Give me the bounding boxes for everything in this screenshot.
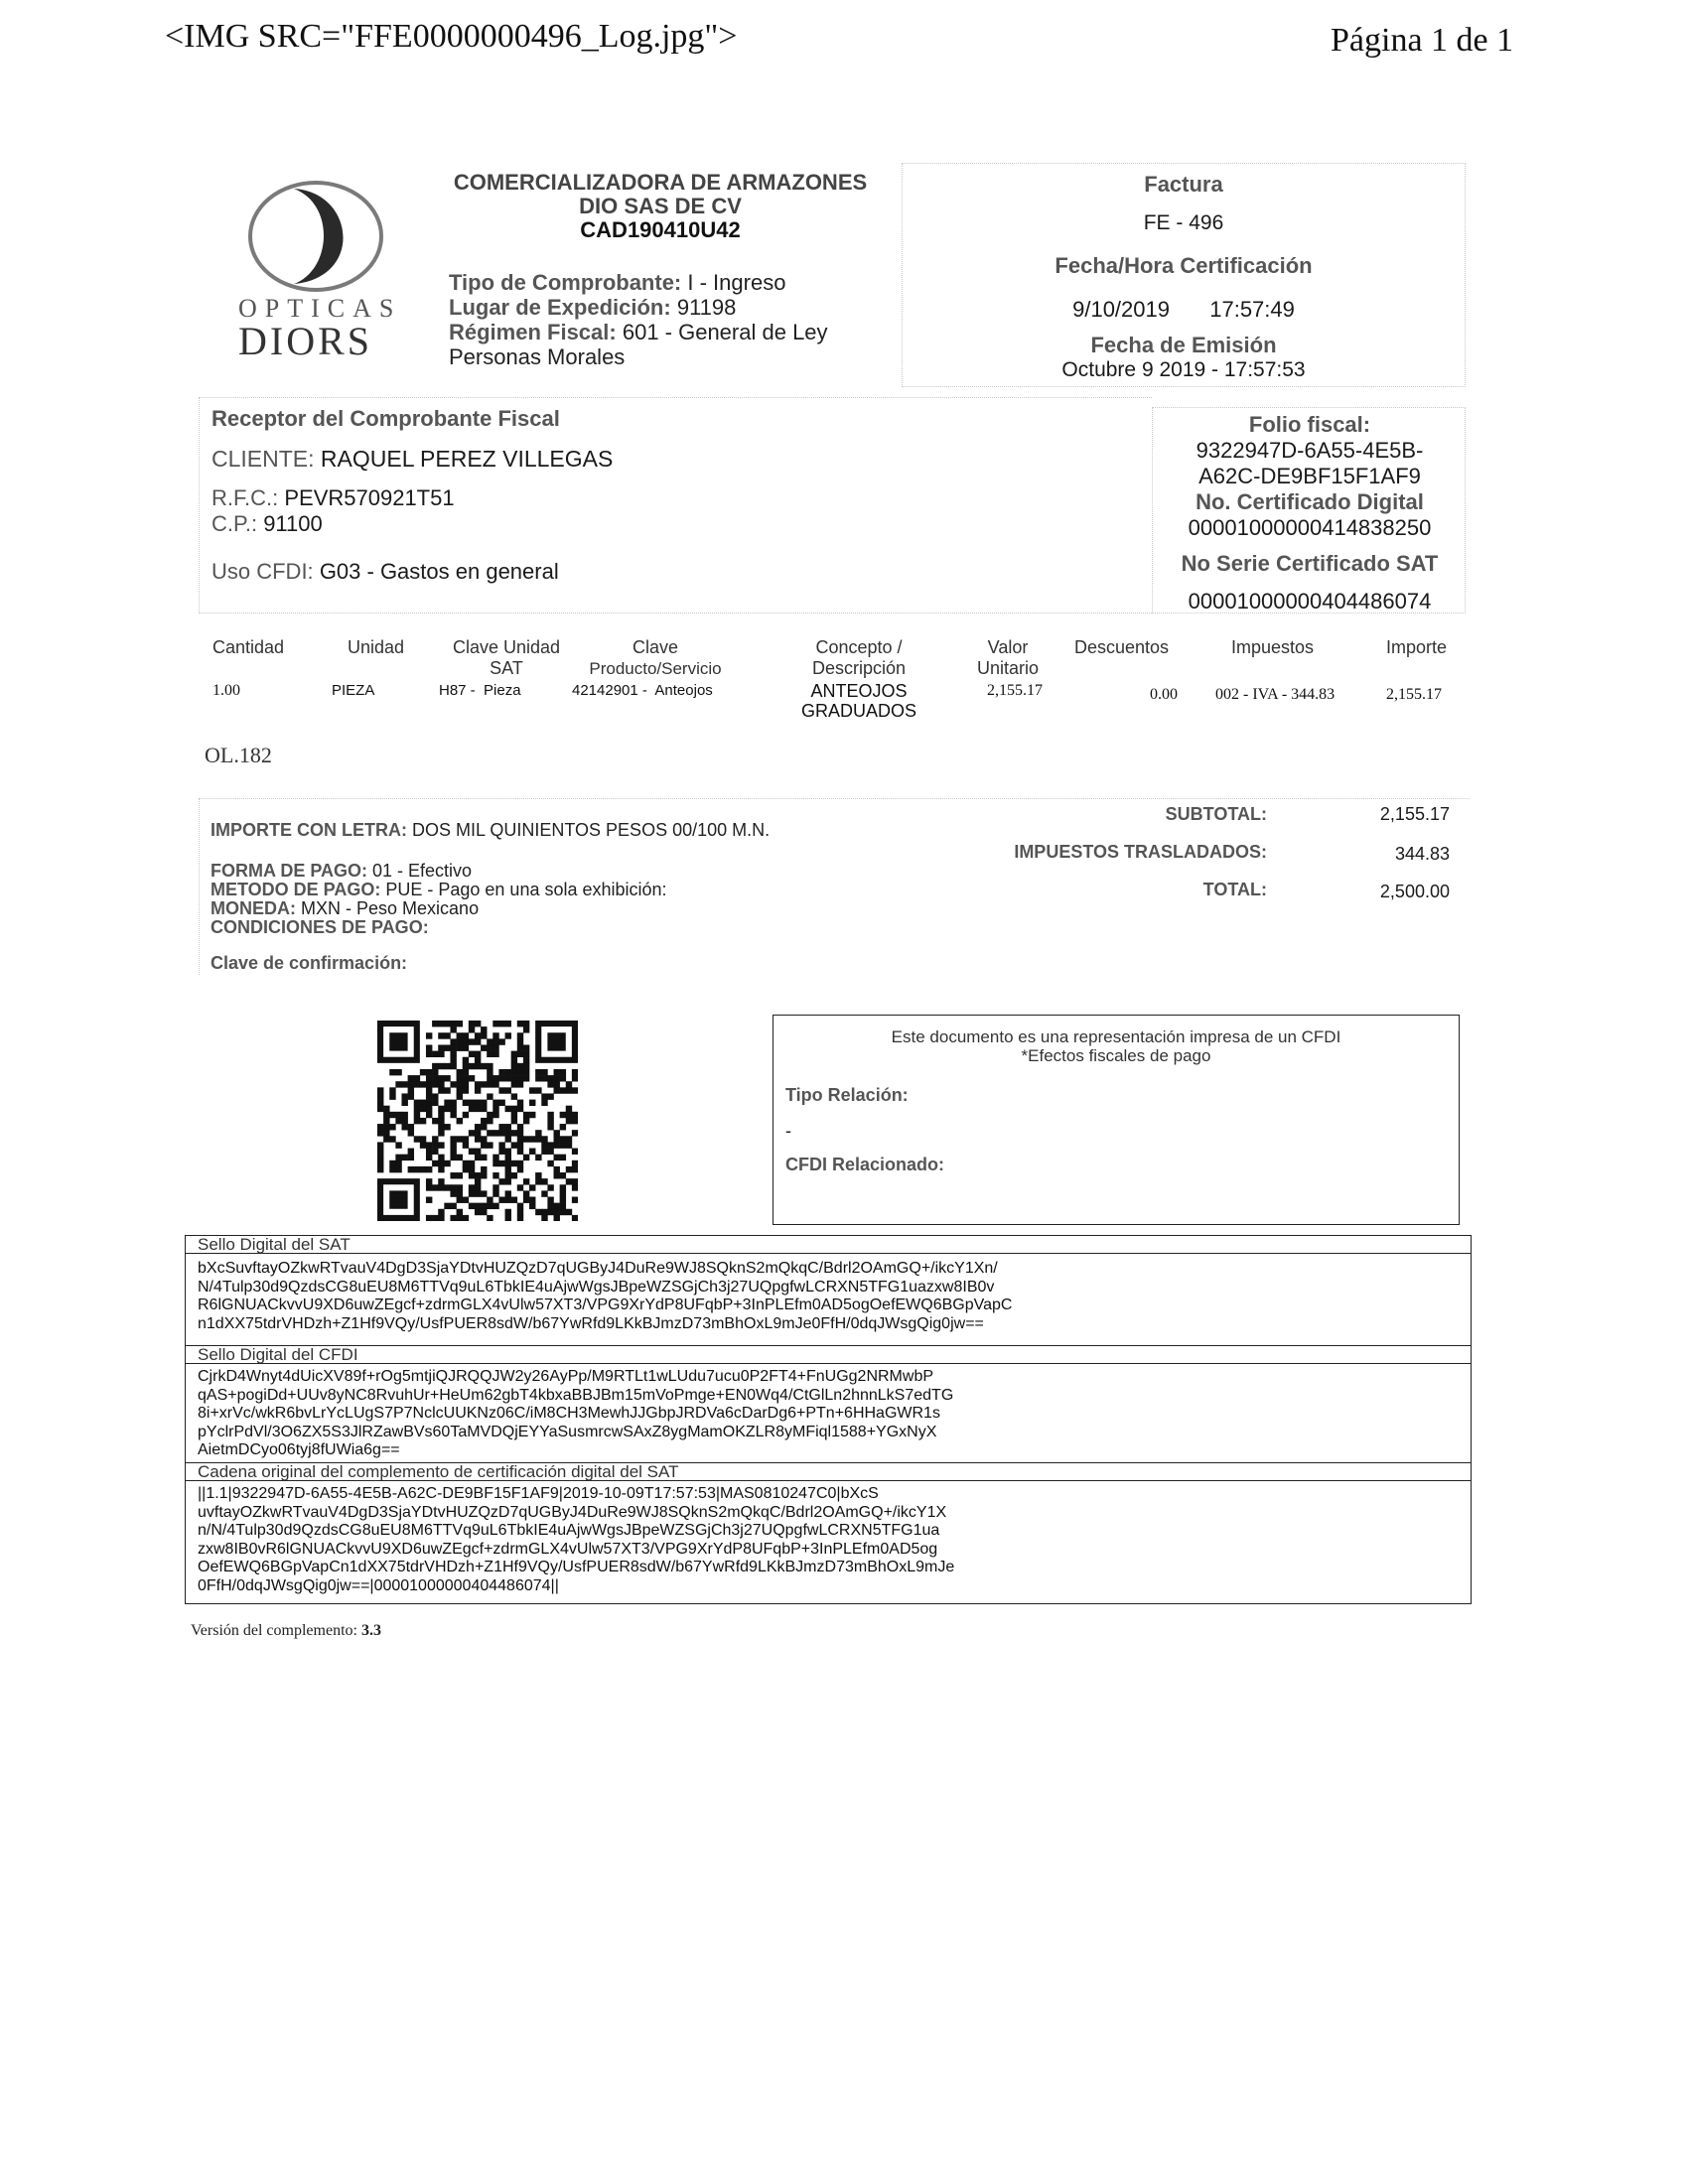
cell-clave-unidad: H87 - Pieza	[439, 682, 521, 699]
cadena-original-box	[185, 1463, 1472, 1604]
importe-letra	[211, 820, 770, 841]
receptor-cp	[211, 511, 323, 537]
factura-number: FE - 496	[1143, 211, 1224, 234]
cell-importe: 2,155.17	[1386, 686, 1442, 703]
lugar-expedicion-label: Lugar de Expedición:	[449, 295, 671, 320]
cert-digital-label: No. Certificado Digital	[1196, 489, 1424, 514]
logo-text-opticas: OPTICAS	[238, 294, 402, 323]
lugar-expedicion-value: 91198	[676, 295, 737, 320]
cell-impuesto: 002 - IVA - 344.83	[1215, 686, 1336, 703]
sello-cfdi-box	[185, 1346, 1472, 1463]
receptor-title: Receptor del Comprobante Fiscal	[211, 406, 560, 431]
sello-sat-title: Sello Digital del SAT	[186, 1236, 1471, 1254]
cfdi-relacionado-label: CFDI Relacionado:	[785, 1155, 945, 1174]
table-row	[199, 681, 1470, 727]
tipo-comprobante	[449, 270, 828, 295]
emision-label: Fecha de Emisión	[1090, 333, 1277, 357]
emisor-name-line1: COMERCIALIZADORA DE ARMAZONES	[453, 170, 868, 195]
emisor-rfc: CAD190410U42	[580, 217, 741, 242]
sello-sat-box	[185, 1235, 1472, 1346]
cadena-original-text: ||1.1|9322947D-6A55-4E5B-A62C-DE9BF15F1AF9|2019-10-09T17:57:53|MAS0810247C0|bXcS uvftayOZkwRTvauV4DgD3SjaYDtvHUZQzD7qUGByJ4DuRe9WJ8SQknS2mQkqC/Bdrl2OAmGQ+/ikcY1X n/N/4Tulp30d9QzdsCG8uEU8M6TTVq9uL6TbkIE4uAjwWgsJBpeWZSGjCh3j27UQpgfwLCRXN5TFG1ua zxw8IB0vR6lGNUACkvvU9XD6uwZEgcf+zdrmGLX4vUlw57XT3/VPG9XrYdP8UFqbP+3InPLEfm0AD5og OefEWQ6BGpVapCn1dXX75tdrVHDzh+Z1Hf9VQy/UsfPUER8sdW/b67YwRfd9LKkBJmzD73mBhOxL9mJe 0FfH/0dqJWsgQig0jw==|00001000000404486074||	[198, 1485, 955, 1594]
company-logo	[236, 179, 402, 363]
moneda-label: MONEDA:	[211, 898, 296, 918]
cfdi-disclaimer-line2: *Efectos fiscales de pago	[1021, 1046, 1211, 1065]
certificacion-label: Fecha/Hora Certificación	[1055, 253, 1313, 278]
impuestos-trasladados-value: 344.83	[1394, 844, 1450, 864]
emisor-name-line2: DIO SAS DE CV	[579, 194, 742, 218]
total-value: 2,500.00	[1379, 882, 1450, 901]
uso-cfdi-value: G03 - Gastos en general	[319, 559, 559, 584]
impuestos-trasladados-label: IMPUESTOS TRASLADADOS:	[1014, 842, 1267, 862]
sello-cfdi-text: CjrkD4Wnyt4dUicXV89f+rOg5mtjiQJRQQJW2y26AyPp/M9RTLt1wLUdu7ucu0P2FT4+FnUGg2NRMwbP qAS+pogiDd+UUv8yNC8RvuhUr+HeUm62gbT4kbxaBBJBm15mVoPmge+EN0Wq4/CtGlLn2hnnLkS7edTG 8i+xrVc/wkR6bvLrYcLUgS7P7NclcUUKNz06C/iM8CH3MewhJJGbpJRDVa6cDarDg6+PTn+6HHaGWR1s pYclrPdVl/3O6ZX5S3JlRZawBVs60TaMVDQjEYYaSusmrcwSAxZ8ygMamOKZLR8yMFiql1588+YGxNyX AietmDCyo06tyj8fUWia6g==	[198, 1368, 954, 1458]
cert-digital-value: 00001000000414838250	[1188, 515, 1432, 540]
cfdi-disclaimer-line1: Este documento es una representación impresa de un CFDI	[891, 1027, 1341, 1046]
regimen-fiscal	[449, 320, 828, 344]
subtotal-value: 2,155.17	[1379, 804, 1450, 824]
folio-value-line2: A62C-DE9BF15F1AF9	[1198, 464, 1421, 488]
cell-unidad: PIEZA	[332, 682, 375, 699]
uso-cfdi-label: Uso CFDI:	[211, 559, 314, 584]
regimen-fiscal-label: Régimen Fiscal:	[449, 320, 617, 344]
handwritten-note: OL.182	[205, 743, 272, 767]
serie-sat-label: No Serie Certificado SAT	[1181, 551, 1439, 576]
factura-label: Factura	[1144, 172, 1223, 197]
forma-pago-value: 01 - Efectivo	[372, 861, 473, 881]
metodo-pago-label: METODO DE PAGO:	[211, 880, 381, 899]
forma-pago-label: FORMA DE PAGO:	[211, 861, 367, 881]
col-descuentos: Descuentos	[1074, 637, 1170, 657]
cliente	[211, 446, 613, 473]
subtotal-label: SUBTOTAL:	[1165, 804, 1267, 824]
receptor-rfc-value: PEVR570921T51	[284, 485, 455, 510]
clave-confirmacion-label: Clave de confirmación:	[211, 953, 408, 973]
tipo-comprobante-value: I - Ingreso	[687, 270, 786, 295]
metodo-pago-value: PUE - Pago en una sola exhibición:	[385, 880, 667, 899]
cell-clave-prod: 42142901 - Anteojos	[572, 682, 713, 699]
total-label: TOTAL:	[1202, 880, 1267, 899]
moneda-value: MXN - Peso Mexicano	[301, 898, 480, 918]
certificacion-date: 9/10/2019	[1072, 297, 1170, 322]
version-label: Versión del complemento:	[191, 1622, 357, 1639]
receptor-rfc-label: R.F.C.:	[211, 485, 279, 510]
col-concepto: Concepto / Descripción	[811, 637, 907, 678]
moneda	[211, 899, 667, 918]
col-clave-prod: Clave Producto/Servicio	[589, 637, 722, 678]
col-importe: Importe	[1386, 637, 1448, 657]
uso-cfdi	[211, 559, 559, 585]
importe-letra-label: IMPORTE CON LETRA:	[211, 820, 407, 840]
receptor-cp-label: C.P.:	[211, 511, 258, 536]
cfdi-info-box	[773, 1015, 1460, 1225]
col-clave-unidad: Clave Unidad SAT	[452, 637, 561, 678]
cliente-label: CLIENTE:	[211, 446, 315, 472]
sello-cfdi-title: Sello Digital del CFDI	[186, 1346, 1471, 1364]
receptor-box	[199, 397, 1152, 614]
forma-pago	[211, 862, 667, 881]
folio-label: Folio fiscal:	[1248, 412, 1371, 437]
cliente-value: RAQUEL PEREZ VILLEGAS	[320, 446, 614, 472]
col-unidad: Unidad	[348, 637, 405, 657]
metodo-pago	[211, 881, 667, 899]
certificacion-time: 17:57:49	[1209, 297, 1295, 322]
tipo-relacion-value: -	[785, 1121, 791, 1141]
image-src-line: <IMG SRC="FFE0000000496_Log.jpg">	[165, 18, 738, 55]
items-table	[199, 637, 1470, 727]
emision-value: Octubre 9 2019 - 17:57:53	[1061, 358, 1306, 381]
receptor-cp-value: 91100	[263, 511, 323, 536]
importe-letra-value: DOS MIL QUINIENTOS PESOS 00/100 M.N.	[412, 820, 771, 840]
tipo-relacion-label: Tipo Relación:	[785, 1085, 909, 1105]
folio-box	[1152, 407, 1466, 614]
folio-value-line1: 9322947D-6A55-4E5B-	[1196, 438, 1424, 463]
version-complemento	[191, 1622, 381, 1640]
sello-sat-text: bXcSuvftayOZkwRTvauV4DgD3SjaYDtvHUZQzD7qUGByJ4DuRe9WJ8SQknS2mQkqC/Bdrl2OAmGQ+/ikcY1Xn/ N/4Tulp30d9QzdsCG8uEU8M6TTVq9uL6TbkIE4uAjwWgsJBpeWZSGjCh3j27UQpgfwLCRXN5TFG1uazxw8IB0v R6lGNUACkvvU9XD6uwZEgcf+zdrmGLX4vUlw57XT3/VPG9XrYdP8UFqbP+3InPLEfm0AD5ogOefEWQ6BGpVapC n1dXX75tdrVHDzh+Z1Hf9VQy/UsfPUER8sdW/b67YwRfd9LKkBJmzD73mBhOxL9mJe0FfH/0dqJWsgQig0jw==	[198, 1260, 1013, 1332]
logo-text-diors: DIORS	[238, 319, 373, 363]
cell-concepto: ANTEOJOS GRADUADOS	[800, 681, 916, 721]
page-indicator: Página 1 de 1	[1331, 22, 1514, 59]
qr-code	[377, 1021, 578, 1221]
serie-sat-value: 00001000000404486074	[1188, 589, 1432, 614]
cell-cantidad: 1.00	[212, 682, 240, 699]
cell-descuento: 0.00	[1150, 686, 1178, 703]
condiciones-pago-label: CONDICIONES DE PAGO:	[211, 917, 429, 937]
cadena-original-title: Cadena original del complemento de certificación digital del SAT	[186, 1463, 1471, 1481]
regimen-fiscal-value: 601 - General de Ley	[622, 320, 828, 344]
regimen-fiscal-value2: Personas Morales	[449, 344, 626, 369]
receptor-rfc	[211, 485, 455, 511]
tipo-comprobante-label: Tipo de Comprobante:	[449, 270, 682, 295]
col-cantidad: Cantidad	[212, 637, 285, 657]
col-impuestos: Impuestos	[1231, 637, 1315, 657]
logo-circle-icon	[236, 179, 395, 298]
qr-code-icon	[377, 1021, 578, 1221]
col-valor: Valor Unitario	[976, 637, 1040, 678]
lugar-expedicion	[449, 295, 828, 320]
cell-valor: 2,155.17	[987, 682, 1043, 699]
factura-box	[902, 163, 1466, 387]
version-value: 3.3	[360, 1622, 381, 1639]
